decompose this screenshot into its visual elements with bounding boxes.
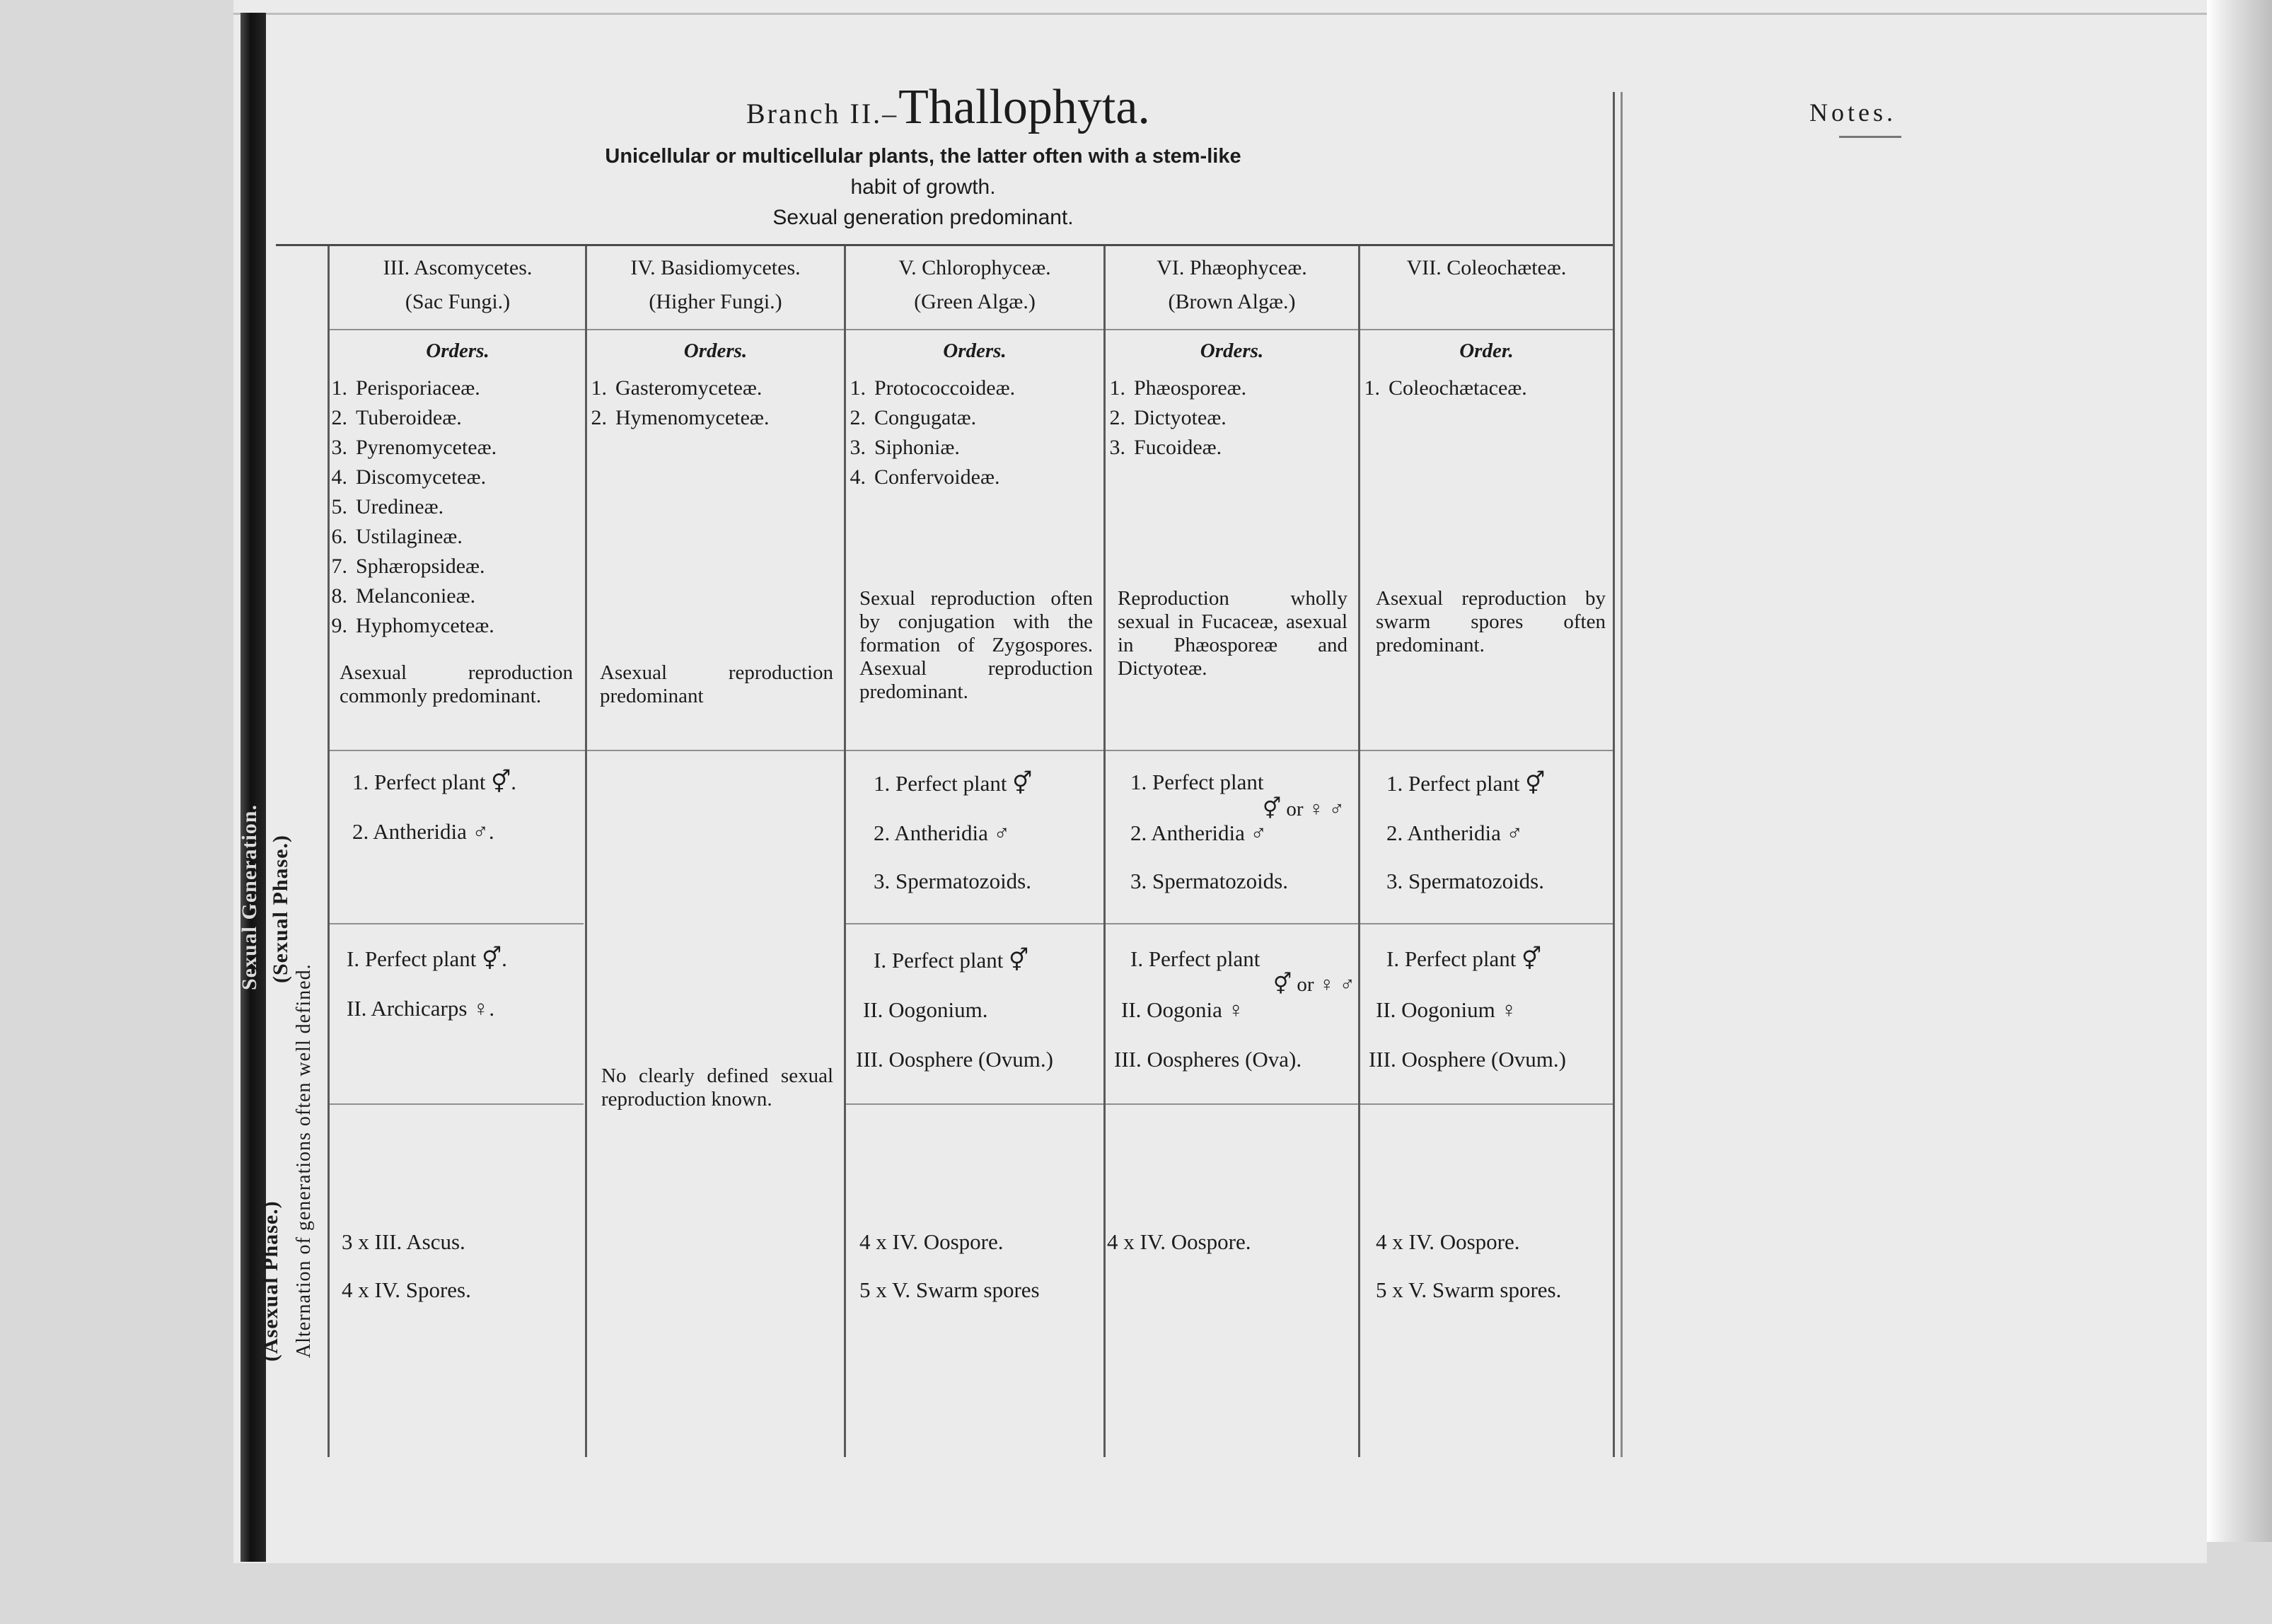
column-head-basidiomycetes bbox=[587, 251, 844, 319]
male-item: 1. Perfect plant ⚥ bbox=[874, 771, 1033, 796]
column-title: III. Ascomycetes. bbox=[383, 256, 533, 279]
male-item: 1. Perfect plant bbox=[1130, 770, 1264, 794]
column-head-ascomycetes bbox=[330, 251, 585, 319]
subtitle-line-1: Unicellular or multicellular plants, the latter often with a stem-like bbox=[605, 145, 1241, 168]
orders-list-phaeophyceae bbox=[1093, 373, 1246, 463]
orders-heading: Orders. bbox=[683, 340, 748, 362]
female-item: I. Perfect plant ⚥. bbox=[347, 946, 507, 971]
female-bottom-rule-b bbox=[845, 1103, 1613, 1105]
female-item: II. Archicarps ♀. bbox=[347, 996, 495, 1021]
top-rule bbox=[233, 13, 2207, 15]
male-item: 3. Spermatozoids. bbox=[1130, 869, 1288, 893]
list-item: 3. Pyrenomyceteæ. bbox=[331, 436, 497, 459]
male-bottom-rule-a bbox=[329, 923, 584, 924]
male-bottom-rule-b bbox=[845, 923, 1613, 924]
list-item: 5. Uredineæ. bbox=[331, 495, 444, 518]
subtitle-line-2: habit of growth. bbox=[850, 175, 996, 199]
notes-divider-b bbox=[1621, 92, 1623, 1457]
male-item: 3. Spermatozoids. bbox=[1386, 869, 1544, 893]
list-item: 8. Melanconieæ. bbox=[331, 584, 476, 608]
column-note: Asexual reproduction commonly predominant. bbox=[340, 661, 573, 707]
list-item: 1. Phæosporeæ. bbox=[1109, 376, 1247, 400]
male-item: 2. Antheridia ♂. bbox=[352, 819, 494, 844]
asexual-item: 3 x III. Ascus. bbox=[342, 1229, 465, 1254]
list-item: 2. Tuberoideæ. bbox=[331, 406, 462, 429]
list-item: 2. Hymenomyceteæ. bbox=[591, 406, 770, 429]
female-sex-symbols: ⚥ or ♀ ♂ bbox=[1273, 973, 1355, 996]
list-item: 3. Fucoideæ. bbox=[1109, 436, 1222, 459]
column-head-coleochaeteae bbox=[1360, 251, 1613, 285]
male-sex-symbols: ⚥ or ♀ ♂ bbox=[1263, 798, 1345, 820]
orders-list-ascomycetes bbox=[315, 373, 497, 641]
asexual-item: 5 x V. Swarm spores bbox=[859, 1277, 1040, 1302]
male-item: 2. Antheridia ♂ bbox=[1130, 820, 1267, 845]
orders-list-coleochaeteae bbox=[1347, 373, 1527, 403]
title-text: Thallophyta. bbox=[898, 80, 1150, 134]
column-subtitle: (Green Algæ.) bbox=[914, 290, 1036, 313]
column-note: Reproduction wholly sexual in Fucaceæ, asexual in Phæosporeæ and Dictyoteæ. bbox=[1118, 587, 1347, 680]
orders-heading: Orders. bbox=[426, 340, 489, 362]
column-subtitle: (Brown Algæ.) bbox=[1168, 290, 1296, 313]
no-sexual-note: No clearly defined sexual reproduction known. bbox=[601, 1065, 833, 1110]
column-note: Asexual reproduction by swarm spores often predominant. bbox=[1376, 587, 1606, 656]
list-item: 7. Sphæropsideæ. bbox=[331, 555, 485, 578]
list-item: 1. Coleochætaceæ. bbox=[1364, 376, 1527, 400]
list-item: 9. Hyphomyceteæ. bbox=[331, 614, 494, 637]
male-item: 2. Antheridia ♂ bbox=[1386, 820, 1523, 845]
orders-heading: Order. bbox=[1459, 340, 1514, 362]
column-head-phaeophyceae bbox=[1106, 251, 1358, 319]
asexual-item: 4 x IV. Oospore. bbox=[1376, 1229, 1520, 1254]
female-item: I. Perfect plant bbox=[1130, 946, 1260, 971]
female-item: III. Oosphere (Ovum.) bbox=[1369, 1047, 1566, 1072]
header-bottom-rule bbox=[329, 329, 1613, 330]
female-item: III. Oosphere (Ovum.) bbox=[856, 1047, 1053, 1072]
male-item: 1. Perfect plant ⚥ bbox=[1386, 771, 1546, 796]
subtitle-line-3: Sexual generation predominant. bbox=[772, 206, 1074, 229]
column-note: Asexual reproduction predominant bbox=[600, 661, 833, 707]
list-item: 2. Congugatæ. bbox=[850, 406, 977, 429]
orders-list-chlorophyceae bbox=[833, 373, 1015, 492]
column-subtitle: (Higher Fungi.) bbox=[649, 290, 782, 313]
female-bottom-rule-a bbox=[329, 1103, 584, 1105]
male-item: 3. Spermatozoids. bbox=[874, 869, 1031, 893]
subtitle bbox=[552, 141, 1294, 233]
asexual-phase-label: (Asexual Phase.) bbox=[259, 1200, 282, 1362]
page-title bbox=[746, 79, 1150, 136]
female-item: II. Oogonium. bbox=[863, 997, 988, 1022]
column-head-chlorophyceae bbox=[846, 251, 1103, 319]
sexual-generation-label: Sexual Generation. bbox=[238, 804, 261, 990]
column-title: IV. Basidiomycetes. bbox=[630, 256, 801, 279]
female-item: II. Oogonium ♀ bbox=[1376, 997, 1517, 1022]
orders-heading: Orders. bbox=[943, 340, 1007, 362]
list-item: 3. Siphoniæ. bbox=[850, 436, 960, 459]
list-item: 1. Perisporiaceæ. bbox=[331, 376, 480, 400]
asexual-item: 4 x IV. Spores. bbox=[342, 1277, 471, 1302]
column-title: VI. Phæophyceæ. bbox=[1157, 256, 1307, 279]
list-item: 1. Gasteromyceteæ. bbox=[591, 376, 763, 400]
notes-divider-a bbox=[1613, 92, 1615, 1457]
column-note: Sexual reproduction often by conjugation with the formation of Zygospores. Asexual reproduction predominant. bbox=[859, 587, 1093, 703]
female-item: II. Oogonia ♀ bbox=[1121, 997, 1244, 1022]
table-top-rule bbox=[276, 244, 1613, 246]
female-item: III. Oospheres (Ova). bbox=[1114, 1047, 1302, 1072]
female-item: I. Perfect plant ⚥ bbox=[1386, 946, 1542, 971]
asexual-item: 4 x IV. Oospore. bbox=[1107, 1229, 1251, 1254]
col-divider-4 bbox=[1358, 246, 1360, 1457]
orders-list-basidiomycetes bbox=[574, 373, 769, 433]
asexual-item: 5 x V. Swarm spores. bbox=[1376, 1277, 1562, 1302]
female-item: I. Perfect plant ⚥ bbox=[874, 948, 1029, 973]
notes-underline bbox=[1839, 136, 1901, 138]
orders-heading: Orders. bbox=[1200, 340, 1264, 362]
sexual-phase-label: (Sexual Phase.) bbox=[269, 835, 292, 983]
male-item: 1. Perfect plant ⚥. bbox=[352, 770, 517, 794]
column-title: VII. Coleochæteæ. bbox=[1406, 256, 1567, 279]
list-item: 4. Confervoideæ. bbox=[850, 465, 1000, 489]
list-item: 6. Ustilagineæ. bbox=[331, 525, 463, 548]
asexual-item: 4 x IV. Oospore. bbox=[859, 1229, 1004, 1254]
notes-heading: Notes. bbox=[1809, 98, 1896, 127]
alternation-label: Alternation of generations often well defined. bbox=[293, 963, 315, 1358]
list-item: 4. Discomyceteæ. bbox=[331, 465, 487, 489]
list-item: 2. Dictyoteæ. bbox=[1109, 406, 1227, 429]
branch-label: Branch II.– bbox=[746, 98, 899, 129]
column-subtitle: (Sac Fungi.) bbox=[405, 290, 511, 313]
list-item: 1. Protococcoideæ. bbox=[850, 376, 1016, 400]
orders-bottom-rule bbox=[329, 750, 1613, 751]
column-title: V. Chlorophyceæ. bbox=[898, 256, 1051, 279]
page-edge bbox=[2207, 0, 2272, 1542]
male-item: 2. Antheridia ♂ bbox=[874, 820, 1010, 845]
